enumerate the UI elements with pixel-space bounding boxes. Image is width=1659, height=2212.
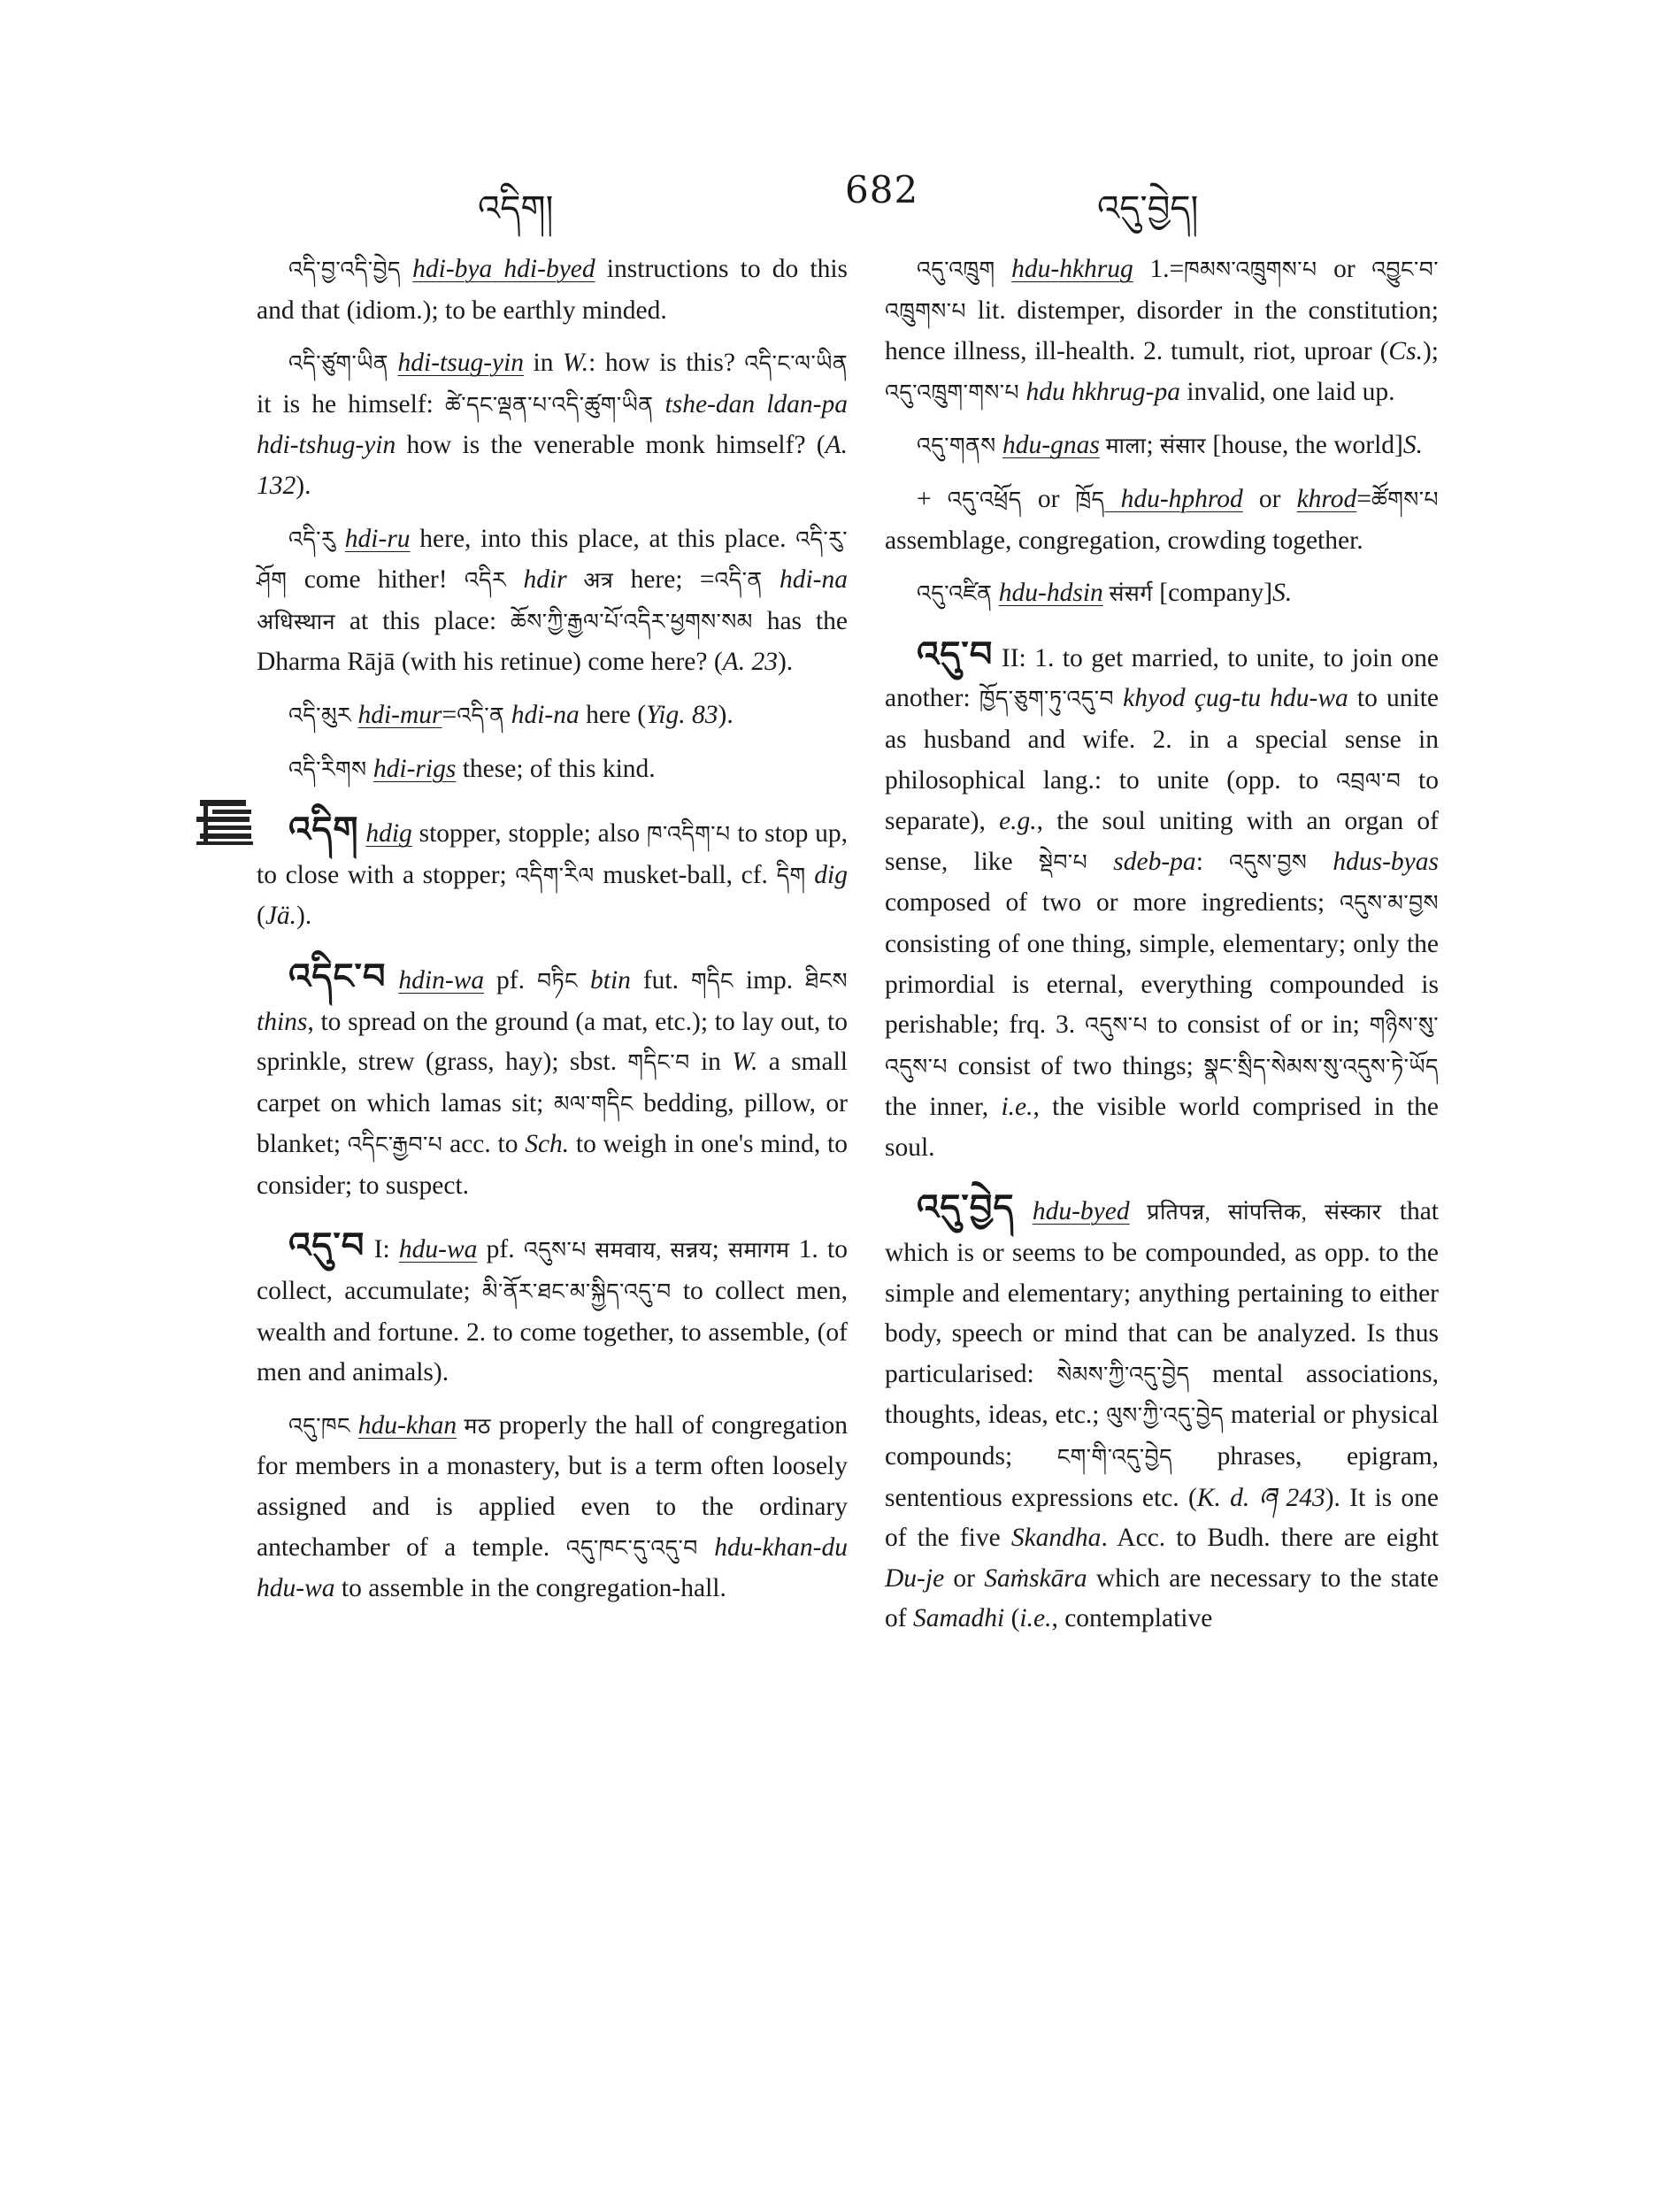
right-column [885,250,1439,1652]
reference: Yig. 83 [646,700,718,729]
tibetan-text: འདུ་འཁྲུག [917,258,995,282]
romanization: hdu-khan-du hdu-wa [257,1532,848,1603]
tibetan-text: ཐིངས [805,969,848,994]
tibetan-text: ཁ་འདིག་པ [646,823,731,848]
definition: or [1242,484,1297,513]
romanization: hdu-hdsin [998,579,1103,608]
sanskrit-text: संसार [1160,434,1207,459]
tibetan-text: སྡེབ་པ [1038,850,1088,875]
sanskrit-text: मठ [457,1414,491,1439]
tibetan-text: འདི་ང་ལ་ཡིན [744,352,848,377]
definition: or [1021,484,1076,513]
entry-hdi-bya [257,250,848,331]
definition: musket-ball, cf. [594,860,777,889]
tibetan-text: གདིང [690,969,733,994]
romanization: hdig [365,819,412,849]
romanization: khyod çug-tu hdu-wa [1114,684,1348,713]
romanization: tshe-dan ldan-pa hdi-tshug-yin [257,389,848,460]
definition: , to spread on the ground (a mat, etc.); to lay out, to sprinkle, strew (grass, hay); sbst. [257,1007,848,1077]
definition: here ( [579,700,647,729]
definition: assemblage, congregation, crowding together. [885,526,1363,555]
abbrev: e.g. [999,807,1037,836]
romanization: hdi-na [762,565,848,595]
romanization: hdi-rigs [373,754,457,783]
entry-hdi-tsug-yin [257,343,848,506]
tibetan-text: འདུ་འཕྲོད [947,488,1022,512]
source-abbrev: W. [732,1048,758,1077]
tibetan-text: འདི་ན [714,569,763,594]
tibetan-text: འདུ་འཛིན [917,582,993,607]
reference: K. d. ཞ 243 [1196,1483,1325,1512]
term: Du-je [885,1563,945,1593]
definition: to weigh in one's mind, to consider; to suspect. [257,1130,849,1200]
definition: ). [777,648,794,677]
tibetan-text: འབྲལ་བ [1336,769,1402,794]
romanization: hdi-tsug-yin [397,349,525,378]
tibetan-text: ངག་གི་འདུ་བྱེད [1056,1446,1173,1471]
tibetan-text: ལུས་ཀྱི་འདུ་བྱེད [1106,1404,1225,1429]
definition: imp. [733,965,806,995]
definition: , the visible world comprised in the soul. [885,1093,1439,1162]
definition: = [1356,484,1371,513]
definition: = [442,700,457,729]
romanization: hdu-gnas [1002,431,1100,460]
plus-mark: + [917,484,948,513]
tibetan-text: མི་ནོར་ཐང་མ་སྐྱིད་འདུ་བ [481,1280,672,1305]
tibetan-text: ཚེ་དང་ལྡན་པ་འདི་ཚུག་ཡིན [444,393,654,418]
definition: lit. distemper, disorder in the constitution; hence illness, ill-health. 2. tumult, riot, uproar ( [885,296,1439,366]
definition: ; [1146,431,1161,460]
definition: here; = [613,565,715,595]
tibetan-text: ཚོགས་པ [1371,488,1440,512]
romanization: hdir [506,565,567,595]
sanskrit-text: माला [1099,434,1147,459]
definition: phrases, epigram, sententious expressions etc. ( [885,1442,1439,1512]
definition: to stop up, to close with a stopper; [257,819,848,889]
definition: , the soul uniting with an organ of sense, like [885,807,1439,876]
tibetan-text: འདི་མུར [288,703,352,728]
definition: fut. [630,965,691,995]
definition: . Acc. to Budh. there are eight [1101,1524,1439,1553]
definition: II: 1. to get married, to unite, to join one another: [885,643,1439,713]
definition: 1.= [1133,255,1185,283]
entry-hdi-ru [257,519,848,683]
definition: or [944,1563,985,1593]
definition: has the Dharma Rājā (with his retinue) come here? ( [257,606,848,677]
definition: ); [1422,337,1439,366]
page-header [0,168,1659,229]
definition: instructions to do this and that (idiom.); to be earthly minded. [257,255,849,325]
tibetan-text: ཁམས་འཁྲུགས་པ [1184,258,1317,282]
tibetan-text: འདུ་ཁང [288,1414,350,1439]
romanization: btin [578,965,631,995]
definition: : how is this? [588,349,745,378]
headword: འདུ་བ [917,634,994,674]
definition: which are necessary to the state of [885,1563,1439,1633]
romanization: khrod [1296,484,1357,513]
sanskrit-text: अत्र [566,569,614,594]
tibetan-text: མལ་གདིང [553,1092,634,1117]
sanskrit-text: संसर्ग [1102,582,1153,607]
definition: ). [296,902,312,931]
reference: A. 132 [257,431,848,500]
term: Samadhi [912,1604,1005,1633]
entry-hdig [257,810,848,937]
headword: འདུ་བ [288,1225,365,1266]
sanskrit-text: अधिस्थान [257,610,336,634]
romanization: hdu-khan [357,1410,457,1440]
entry-hdu-hphrod [885,480,1439,561]
definition: [house, the world] [1206,431,1403,460]
definition: ). [718,700,733,729]
definition: to unite as husband and wife. 2. in a special sense in philosophical lang.: to unite (opp. to [885,684,1439,795]
tibetan-text: དིག [776,864,806,888]
abbrev: i.e. [1001,1093,1033,1122]
tibetan-text: འདུས་པ [1085,1014,1148,1039]
romanization: dig [805,860,848,889]
term: Skandha [1010,1524,1102,1553]
tibetan-text: འདུས་མ་བྱས [1339,892,1439,917]
tibetan-text: འདིག་རིལ [515,864,595,888]
definition: I: [365,1235,399,1264]
definition: consist of two things; [947,1051,1204,1080]
source-abbrev: Sch. [525,1130,570,1159]
tibetan-text: འདུས་བྱས [1229,850,1308,875]
definition: composed of two or more ingredients; [885,888,1340,918]
definition: the inner, [885,1093,1002,1122]
definition: , contemplative [1051,1604,1213,1633]
romanization: hdu-byed [1032,1197,1130,1226]
headword: འདིང་བ [288,956,387,996]
definition: stopper, stopple; also [411,819,647,849]
sanskrit-text: समवाय, सन्नय [586,1239,712,1263]
definition: to separate), [885,765,1440,836]
entry-hdu-hkhrug [885,250,1439,413]
header-left-guideword: འདིག། [478,188,554,229]
definition: ( [257,902,265,931]
source-abbrev: S. [1402,431,1423,460]
definition: ). It is one of the five [885,1483,1440,1553]
source-abbrev: Cs. [1388,337,1423,366]
tibetan-text: འདུས་པ [523,1239,587,1263]
tibetan-text: འདིར [464,569,507,594]
sanskrit-text: समागम [728,1239,790,1263]
tibetan-text: འདི་ཙུག་ཡིན [288,352,389,377]
definition: that which is or seems to be compounded, as opp. to the simple and elementary; anything pertaining to either body, speech or mind that can be analyzed. Is thus particularised: [885,1197,1440,1388]
entry-hdu-wa-1 [257,1225,848,1393]
tibetan-text: འདིང་རྒྱབ་པ [347,1133,443,1158]
definition: material or physical compounds; [885,1401,1439,1471]
reference: A. 23 [722,648,778,677]
definition: these; of this kind. [456,754,656,783]
definition: to collect men, wealth and fortune. 2. to come together, to assemble, (of men and animals). [257,1277,849,1387]
definition: to consist of or in; [1148,1010,1370,1040]
definition: consisting of one thing, simple, elementary; only the primordial is eternal, everything compounded is perishable; frq. 3. [885,929,1439,1040]
romanization: hdi-bya hdi-byed [412,255,595,283]
romanization: hdi-na [504,700,580,729]
definition: to assemble in the congregation-hall. [334,1574,726,1603]
definition: pf. [477,1235,524,1264]
romanization: hdu-hphrod [1104,484,1243,513]
romanization: thins [257,1007,308,1036]
romanization: hdi-ru [344,524,411,553]
definition: bedding, pillow, or blanket; [257,1088,848,1159]
entry-hdu-gnas [885,426,1439,467]
definition: how is the venerable monk himself? ( [396,431,826,460]
definition: acc. to [442,1130,526,1159]
tibetan-text: འདུ་འཁྲུག་གས་པ [885,380,1020,405]
tibetan-text: ཁྱོད་ཅུག་ཏུ་འདུ་བ [979,687,1114,712]
header-right-guideword: འདུ་བྱེད། [1097,188,1199,229]
definition: come hither! [287,565,465,595]
definition: here, into this place, at this place. [410,524,796,553]
tibetan-text: གདིང་བ [627,1051,690,1076]
definition: invalid, one laid up. [1179,377,1395,406]
definition: 1. to collect, accumulate; [257,1235,848,1306]
romanization: hdu hkhrug-pa [1019,377,1180,406]
tibetan-text: འདི་རུ [288,527,336,552]
romanization: hdus-byas [1307,847,1439,876]
definition: in [524,349,563,378]
definition: at this place: [335,606,511,635]
reference: Jä. [265,902,297,931]
romanization: hdin-wa [398,965,485,995]
tibetan-text: འབྱུང་བ་འཁྲུགས་པ [885,258,1439,324]
romanization: hdu-wa [398,1235,478,1264]
definition: mental associations, thoughts, ideas, etc.; [885,1359,1439,1430]
tibetan-text: སེམས་ཀྱི་འདུ་བྱེད [1056,1363,1190,1387]
tibetan-text: གཉིས་སུ་འདུས་པ [885,1014,1439,1079]
romanization: hdu-hkhrug [1011,255,1133,283]
abbrev: i.e. [1019,1604,1052,1633]
tibetan-text: བཏིང [536,969,579,994]
definition: a small carpet on which lamas sit; [257,1048,848,1118]
tibetan-text: འདི་ན [457,703,505,728]
definition: properly the hall of congregation for members in a monastery, but is a term often loosely assigned and is applied even to the ordinary antechamber of a temple. [257,1410,848,1562]
source-abbrev: S. [1272,579,1293,608]
entry-hdin-wa [257,956,848,1207]
entry-hdu-khan [257,1406,848,1609]
tibetan-text: འདུ་ཁང་དུ་འདུ་བ [565,1536,698,1561]
sanskrit-text: प्रतिपन्न, सांपत्तिक, संस्कार [1129,1201,1382,1225]
term: Saṁskāra [984,1563,1087,1593]
definition: pf. [484,965,537,995]
definition: in [689,1048,733,1077]
tibetan-text: འདི་རིགས [288,757,367,782]
definition: [company] [1152,579,1273,608]
tibetan-text: སྣང་སྲིད་སེམས་སུ་འདུས་ཏེ་ཡོད [1203,1055,1439,1079]
tibetan-text: འདི་བྱ་འདི་བྱེད [288,258,401,282]
tibetan-text: ཆོས་ཀྱི་རྒྱལ་པོ་འདིར་ཕྱགས་སམ [511,610,753,634]
entry-hdi-rigs [257,749,848,791]
entry-hdu-hdsin [885,573,1439,615]
romanization: sdeb-pa [1087,847,1196,876]
headword: འདིག [288,810,359,850]
definition: ( [1004,1604,1020,1633]
tibetan-text: འདུ་གནས [917,434,996,459]
romanization: hdi-mur [357,700,442,729]
page-number: 682 [845,168,919,211]
entry-hdu-wa-2 [885,634,1439,1169]
source-abbrev: W. [562,349,589,378]
tibetan-text: འདི་རུ་ཤོག [257,527,848,594]
definition: ). [296,471,311,500]
entry-hdu-byed [885,1187,1439,1640]
definition: : [1195,847,1229,876]
headword: འདུ་བྱེད [917,1187,1015,1228]
entry-hdi-mur [257,695,848,737]
tibetan-text: ཁྲོད [1075,488,1105,512]
left-column [257,250,848,1622]
definition: it is he himself: [257,389,445,419]
definition: ; [711,1235,729,1264]
definition: or [1317,255,1372,283]
tibetan-marginal-mark-icon [195,796,257,848]
